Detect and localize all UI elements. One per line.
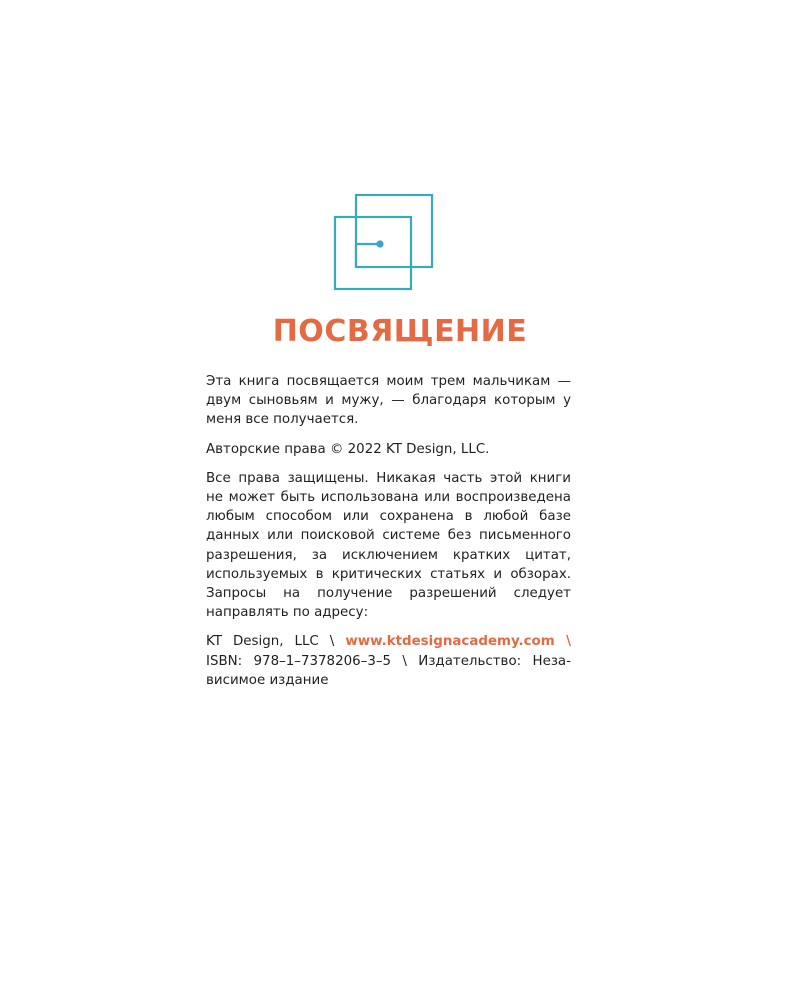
rights-text: Все права защищены. Никакая часть этой книги не может быть использована или воспроизведена любым способом или сохранена в любой базе данных или поисковой системе без письменного разрешения, за исключением кратких цитат, используемых в критических статьях и обзорах. Запросы на получение разрешений следует направлять по адресу: [206, 470, 571, 621]
page-title: ПОСВЯЩЕНИЕ [272, 314, 528, 349]
nested-squares-icon [333, 193, 437, 293]
page-content [206, 372, 571, 700]
company-name: KT Design, LLC \ [206, 634, 346, 650]
copyright-text: Авторские права © 2022 KT Design, LLC. [206, 441, 490, 457]
website-link[interactable]: www.ktdesignacademy.com \ [345, 634, 571, 650]
dedication-text: Эта книга посвящается моим трем мальчикам — двум сыновьям и мужу, — благодаря которым у меня все получается. [206, 374, 571, 428]
contact-info [206, 632, 571, 690]
isbn-publisher: ISBN: 978–1–7378206–3–5 \ Издательство: Независимое издание [206, 653, 571, 688]
